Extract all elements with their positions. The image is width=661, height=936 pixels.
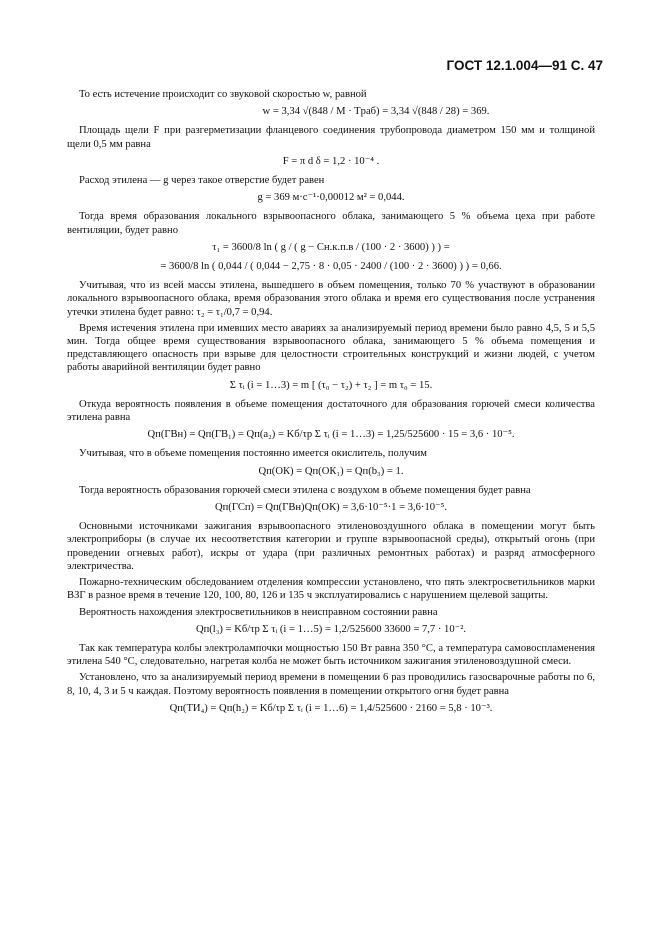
- page-content: [67, 88, 595, 721]
- formula-sound-speed: w = 3,34 √(848 / M · Tраб) = 3,34 √(848 / 28) = 369.: [262, 106, 490, 118]
- paragraph-8: Учитывая, что в объеме помещения постоянно имеется окислитель, получим: [79, 448, 428, 460]
- formula-tau1-numeric: = 3600/8 ln ( 0,044 / ( 0,044 − 2,75 · 8 · 0,05 · 2400 / (100 · 2 · 3600) ) ) = 0,66.: [160, 261, 502, 273]
- paragraph-7: Откуда вероятность появления в объеме помещения достаточного для образования горючей смеси количества этилена равна: [67, 398, 595, 424]
- paragraph-4: Тогда время образования локального взрывоопасного облака, занимающего 5 % объема цеха при работе вентиляции, будет равно: [67, 211, 595, 236]
- paragraph-10: Основными источниками зажигания взрывоопасного этиленовоздушного облака в помещении могут быть электроприборы (в случае их несоответствия категории и группе взрывоопасной среды), открытый огонь (при проведении огневых работ), искры от удара (при различных ремонтных работах) и разряд атмосферного электричества.: [67, 521, 595, 572]
- formula-gv-probability: Qп(ГВн) = Qп(ГВ₁) = Qп(a₂) = Kб/τр Σ τᵢ (i = 1…3) = 1,25/525600 · 15 = 3,6 · 10⁻⁵.: [147, 429, 515, 441]
- page-header: ГОСТ 12.1.004—91 С. 47: [446, 58, 603, 73]
- paragraph-13: Так как температура колбы электролампочки мощностью 150 Вт равна 350 °С, а температура самовоспламенения этилена 540 °С, следовательно, нагретая колба не может быть источником зажигания этиленовоздушной смеси.: [67, 642, 595, 668]
- paragraph-1: То есть истечение происходит со звуковой скоростью w, равной: [79, 89, 367, 100]
- formula-open-fire: Qп(ТИ₄) = Qп(h₂) = Kб/τр Σ τᵢ (i = 1…6) = 1,4/525600 · 2160 = 5,8 · 10⁻³.: [169, 702, 493, 714]
- formula-tau1-general: τ₁ = 3600/8 ln ( g / ( g − Cн.к.п.в / (100 · 2 · 3600) ) ) =: [212, 241, 450, 253]
- paragraph-11: Пожарно-техническим обследованием отделения компрессии установлено, что пять электросветильников марки ВЗГ в разное время в течение 120, 100, 80, 126 и 135 ч эксплуатировались с нарушением щелевой защиты.: [67, 577, 595, 602]
- formula-total-time: Σ τᵢ (i = 1…3) = m [ (τ₀ − τ₂) + τ₂ ] = m τ₀ = 15.: [229, 379, 433, 391]
- paragraph-2: Площадь щели F при разгерметизации фланцевого соединения трубопровода диаметром 150 мм и толщиной щели 0,5 мм равна: [67, 125, 595, 150]
- paragraph-3: Расход этилена — g через такое отверстие будет равен: [79, 175, 325, 187]
- paragraph-14: Установлено, что за анализируемый период времени в помещении 6 раз проводились газосварочные работы по 6, 8, 10, 4, 3 и 5 ч каждая. Поэтому вероятность появления в помещении открытого огня будет равна: [67, 672, 595, 697]
- formula-ethylene-flow: g = 369 м·с⁻¹·0,00012 м² = 0,044.: [257, 192, 405, 204]
- paragraph-6: Время истечения этилена при имевших место авариях за анализируемый период времени было равно 4,5, 5 и 5,5 мин. Тогда общее время существования взрывоопасного облака, занимающего 5 % объема помещения и представляющего опасность при взрыве для целостности строительных конструкций и жизни людей, с учетом работы аварийной вентиляции будет равно: [67, 322, 595, 374]
- paragraph-12: Вероятность нахождения электросветильников в неисправном состоянии равна: [79, 606, 438, 618]
- formula-slot-area: F = π d δ = 1,2 · 10⁻⁴ .: [282, 155, 380, 167]
- formula-oxidizer: Qп(ОК) = Qп(ОК₁) = Qп(b₃) = 1.: [258, 465, 404, 477]
- paragraph-5: Учитывая, что из всей массы этилена, вышедшего в объем помещения, только 70 % участвуют в образовании локального взрывоопасного облака, время образования этого облака и время его существования после устранения утечки этилена будет равно: τ₂ = τ₁/0,7 = 0,94.: [67, 280, 595, 318]
- paragraph-9: Тогда вероятность образования горючей смеси этилена с воздухом в объеме помещения будет равна: [79, 484, 531, 496]
- formula-combustible-mixture: Qп(ГСп) = Qп(ГВн)Qп(ОК) = 3,6·10⁻⁵·1 = 3,6·10⁻⁵.: [214, 502, 447, 514]
- formula-lamp-probability: Qп(l₃) = Kб/τр Σ τᵢ (i = 1…5) = 1,2/525600 33600 = 7,7 · 10⁻².: [195, 623, 467, 635]
